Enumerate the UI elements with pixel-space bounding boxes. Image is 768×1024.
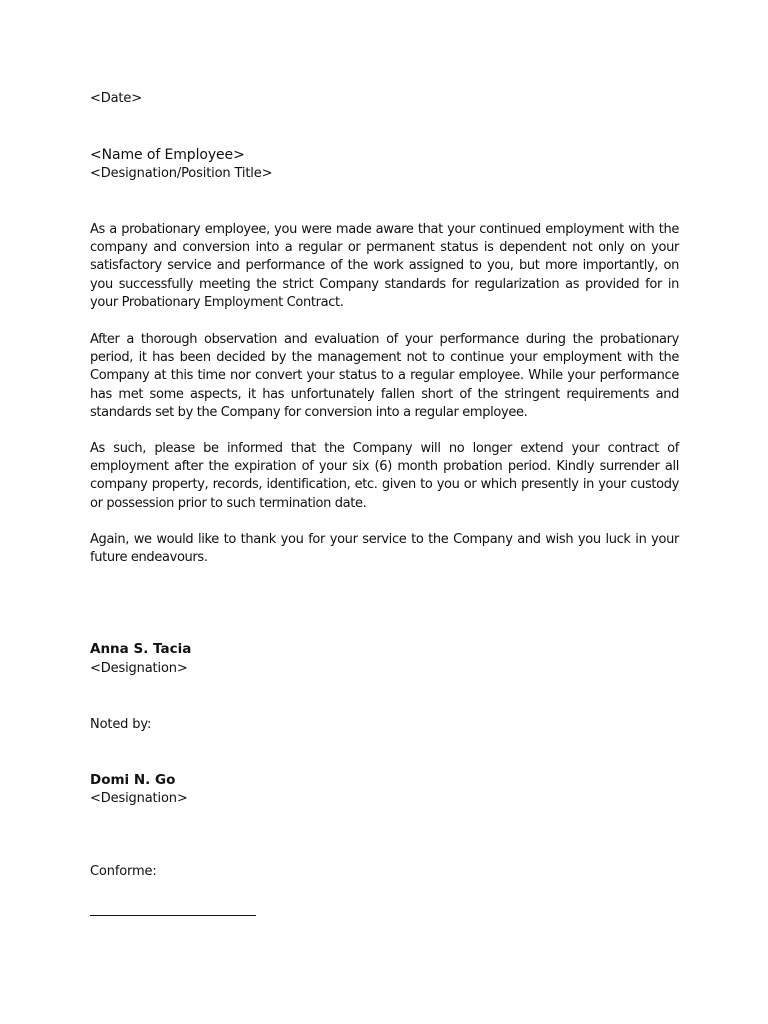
date-placeholder: <Date> xyxy=(90,91,142,106)
signatory-designation: <Designation> xyxy=(90,661,188,676)
signatory-name: Anna S. Tacia xyxy=(90,641,192,657)
conforme-label: Conforme: xyxy=(90,864,157,879)
paragraph-4: Again, we would like to thank you for your service to the Company and wish you luck in your future endeavours. xyxy=(90,532,679,566)
employee-designation: <Designation/Position Title> xyxy=(90,166,273,181)
noted-by-designation: <Designation> xyxy=(90,791,188,806)
noted-by-label: Noted by: xyxy=(90,717,152,732)
noted-by-name: Domi N. Go xyxy=(90,772,176,788)
employee-name: <Name of Employee> xyxy=(90,147,245,163)
paragraph-2: After a thorough observation and evaluation of your performance during the probationary period, it has been decided by the management not to continue your employment with the Company at this time nor convert your status to a regular employee. While your performance has met some aspects, it has unfortunately fallen short of the stringent requirements and standards set by the Company for conversion into a regular employee. xyxy=(90,332,679,420)
paragraph-1: As a probationary employee, you were made aware that your continued employment with the company and conversion into a regular or permanent status is dependent not only on your satisfactory service and performance of the work assigned to you, but more importantly, on you successfully meeting the strict Company standards for regularization as provided for in your Probationary Employment Contract. xyxy=(90,222,679,310)
paragraph-3: As such, please be informed that the Company will no longer extend your contract of employment after the expiration of your six (6) month probation period. Kindly surrender all company property, records, identification, etc. given to you or which presently in your custody or possession prior to such termination date. xyxy=(90,441,679,511)
conforme-signature-line xyxy=(90,915,256,916)
